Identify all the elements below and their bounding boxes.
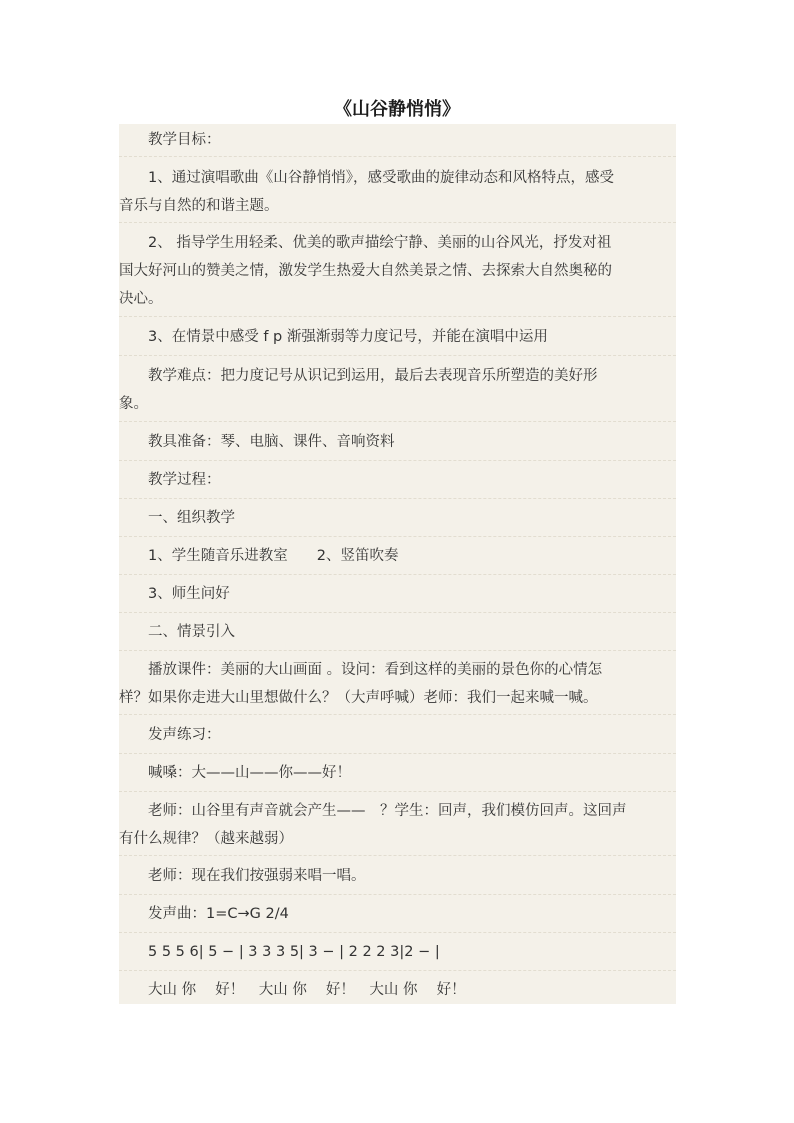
- paragraph-line: 教具准备：琴、电脑、课件、音响资料: [148, 434, 395, 450]
- divider: [119, 894, 676, 895]
- paragraph-line: 教学目标：: [148, 132, 221, 148]
- paragraph-line: 播放课件：美丽的大山画面 。设问：看到这样的美丽的景色你的心情怎: [148, 662, 603, 678]
- paragraph-section-1: [119, 504, 676, 532]
- paragraph-line: 发声曲：1=C→G 2/4: [148, 906, 289, 922]
- paragraph-line: 二、情景引入: [148, 624, 235, 640]
- divider: [119, 574, 676, 575]
- divider: [119, 421, 676, 422]
- paragraph-courseware: [119, 656, 676, 712]
- paragraph-line: 一、组织教学: [148, 510, 235, 526]
- paragraph-vocal-practice: [119, 721, 676, 749]
- paragraph-line: 决心。: [119, 291, 163, 307]
- paragraph-key-signature: [119, 900, 676, 928]
- paragraph-line: 2、 指导学生用轻柔、优美的歌声描绘宁静、美丽的山谷风光，抒发对祖: [148, 235, 612, 251]
- paragraph-line: 大山 你 好！ 大山 你 好！ 大山 你 好！: [148, 982, 466, 998]
- divider: [119, 714, 676, 715]
- paragraph-line: 老师：山谷里有声音就会产生—— ？学生：回声，我们模仿回声。这回声: [148, 803, 627, 819]
- paragraph-line: 音乐与自然的和谐主题。: [119, 198, 279, 214]
- divider: [119, 970, 676, 971]
- divider: [119, 753, 676, 754]
- paragraph-lyrics: [119, 976, 676, 1004]
- paragraph-teacher-sing: [119, 862, 676, 890]
- divider: [119, 855, 676, 856]
- divider: [119, 222, 676, 223]
- divider: [119, 316, 676, 317]
- paragraph-line: 样？如果你走进大山里想做什么？（大声呼喊）老师：我们一起来喊一喊。: [119, 690, 598, 706]
- paragraph-section-2: [119, 618, 676, 646]
- paragraph-notation: [119, 938, 676, 966]
- paragraph-objective-1: [119, 164, 676, 220]
- paragraph-line: 老师：现在我们按强弱来唱一唱。: [148, 868, 366, 884]
- paragraph-line: 5 5 5 6| 5 − | 3 3 3 5| 3 − | 2 2 2 3|2 − |: [148, 944, 440, 960]
- paragraph-steps-1-2: [119, 542, 676, 570]
- divider: [119, 156, 676, 157]
- paragraph-materials: [119, 428, 676, 456]
- divider: [119, 791, 676, 792]
- divider: [119, 355, 676, 356]
- paragraph-line: 3、在情景中感受 f p 渐强渐弱等力度记号，并能在演唱中运用: [148, 329, 548, 345]
- divider: [119, 932, 676, 933]
- divider: [119, 498, 676, 499]
- document-title: 《山谷静悄悄》: [334, 99, 460, 120]
- paragraph-line: 教学难点：把力度记号从识记到运用，最后去表现音乐所塑造的美好形: [148, 368, 598, 384]
- paragraph-line: 国大好河山的赞美之情，激发学生热爱大自然美景之情、去探索大自然奥秘的: [119, 263, 612, 279]
- paragraph-line: 1、通过演唱歌曲《山谷静悄悄》，感受歌曲的旋律动态和风格特点，感受: [148, 170, 614, 186]
- paragraph-process-heading: [119, 466, 676, 494]
- paragraph-line: 象。: [119, 396, 148, 412]
- paragraph-line: 有什么规律？（越来越弱）: [119, 831, 293, 847]
- paragraph-objective-3: [119, 323, 676, 351]
- paragraph-line: 3、师生问好: [148, 586, 230, 602]
- divider: [119, 650, 676, 651]
- paragraph-line: 发声练习：: [148, 727, 221, 743]
- paragraph-line: 喊嗓：大——山——你——好！: [148, 765, 351, 781]
- paragraph-line: 1、学生随音乐进教室 2、竖笛吹奏: [148, 548, 399, 564]
- paragraph-echo: [119, 797, 676, 853]
- paragraph-objective-2: [119, 229, 676, 313]
- content-panel: [119, 124, 676, 1004]
- paragraph-step-3: [119, 580, 676, 608]
- paragraph-shout: [119, 759, 676, 787]
- divider: [119, 612, 676, 613]
- paragraph-objectives-heading: [119, 126, 676, 154]
- divider: [119, 460, 676, 461]
- paragraph-difficulty: [119, 362, 676, 418]
- divider: [119, 536, 676, 537]
- paragraph-line: 教学过程：: [148, 472, 221, 488]
